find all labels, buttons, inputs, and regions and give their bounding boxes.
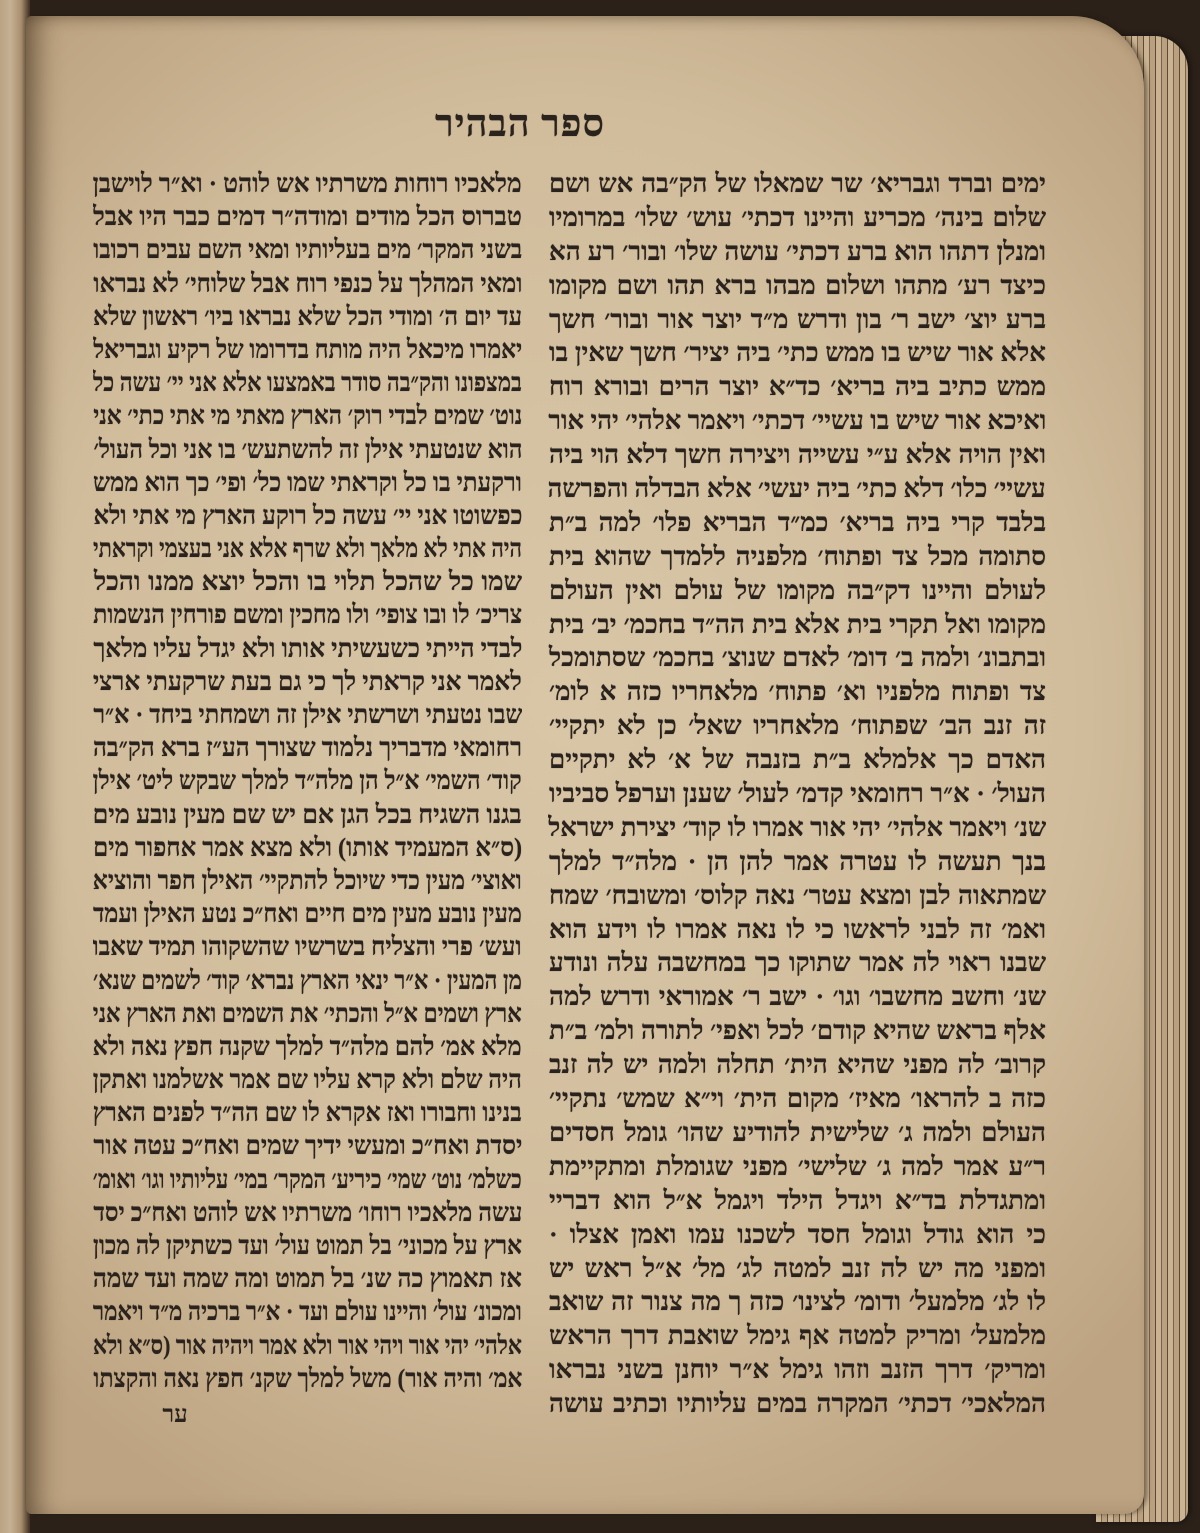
text-line [93, 565, 522, 598]
text-line [548, 608, 1046, 642]
text-line-content: לאמר אני קראתי לך כי גם בעת שרקעתי ארצי [93, 666, 522, 696]
text-line-content: נוט׳ שמים לבדי רוק׳ הארץ מאתי מי אתי כתי׳ אני [93, 401, 522, 431]
text-line-content: ממש כתיב ביה בריא׳ כד״א יוצר הרים ובורא רוח [549, 372, 1046, 402]
text-line-content: אלף בראש שהיא קודם׳ לכל ואפי׳ לתורה ולמ׳ ב״ת [549, 1016, 1046, 1046]
text-line-content: לעולם והיינו דק״בה מקומו של עולם ואין העולם [549, 575, 1046, 605]
text-line-content: מלאכיו רוחות משרתיו אש לוהט · וא״ר לוישבן [93, 169, 522, 198]
text-line [93, 267, 522, 300]
text-line-content: העולם ולמה ג׳ שלישית להודיע שהו׳ גומל חסדים [549, 1117, 1046, 1147]
text-line-content: כיצד רע׳ מתהו ושלום מבהו ברא תהו ושם מקומו [549, 270, 1046, 300]
text-line-content: כזה ב להראו׳ מאיז׳ מקום הית׳ וי״א שמש׳ נתקיי׳ [549, 1084, 1046, 1114]
text-line-content: קוד׳ השמי׳ א״ל הן מלה״ד למלך שבקש ליט׳ אילן [93, 766, 522, 796]
text-line-content: בנינו וחבורו ואז אקרא לו שם הה״ד לפנים הארץ [93, 1098, 522, 1128]
text-line-content: ר״ע אמר למה ג׳ שלישי׳ מפני שגומלת ומתקיימת [549, 1151, 1046, 1181]
text-line [548, 743, 1046, 777]
text-line-content: עשה מלאכיו רוחו׳ משרתיו אש לוהט ואח״כ יסד [93, 1197, 522, 1227]
text-line [548, 1319, 1046, 1353]
text-line [93, 831, 522, 864]
text-line [93, 1063, 522, 1096]
text-line [93, 1295, 522, 1328]
text-line-content: מעין נובע מעין מים חיים ואח״כ נטע האילן ועמד [93, 899, 522, 929]
text-line [548, 1150, 1046, 1184]
text-line [93, 632, 522, 665]
text-line [548, 1184, 1046, 1218]
text-line-content: קרוב׳ לה מפני שהיא הית׳ תחלה ולמה יש לה זנב [549, 1050, 1046, 1080]
text-line [93, 167, 522, 200]
text-line [548, 1048, 1046, 1082]
text-line [548, 946, 1046, 980]
text-line [548, 574, 1046, 608]
text-line-content: שלום בינה׳ מכריע והיינו דכתי׳ עוש׳ שלו׳ במרומיו [549, 202, 1046, 232]
text-line-content: שבנו ראוי לה אמר שתוקו כך במחשבה עלה ונודע [549, 948, 1046, 978]
column-right [548, 167, 1046, 1421]
text-line-content: במצפונו והק״בה סודר באמצעו אלא אני יי׳ עשה כל [93, 368, 522, 398]
text-line [548, 1252, 1046, 1286]
text-line-content: ימים וברד וגבריא׳ שר שמאלו של הק״בה אש ושם [549, 169, 1046, 198]
text-line-content: מלא אמ׳ להם מלה״ד למלך שקנה חפץ נאה ולא [93, 1031, 522, 1061]
text-line-content: היה שלם ולא קרא עליו שם אמר אשלמנו ואתקן [93, 1065, 522, 1095]
text-line [93, 466, 522, 499]
text-line-content: לו לג׳ מלמעל׳ ודומ׳ לצינו׳ כזה ך מה צנור זה שואב [549, 1287, 1046, 1317]
text-line-content: טברוס הכל מודים ומודה״ר דמים כבר היו אבל [93, 202, 522, 232]
text-line [548, 913, 1046, 947]
text-line-content: ומתגדלת בד״א ויגדל הילד ויגמל א״ל הוא דבריי [549, 1185, 1046, 1215]
text-line [548, 540, 1046, 574]
text-line-content: רחומאי מדבריך נלמוד שצורך הע״ז ברא הק״בה [93, 733, 522, 763]
text-line-content: ועש׳ פרי והצליח בשרשיו שהשקוהו תמיד שאבו [93, 932, 522, 962]
text-line [548, 336, 1046, 370]
text-line-content: ורקעתי בו כל וקראתי שמו כל׳ ופי׳ כך הוא ממש [93, 467, 522, 497]
text-line-content: המלאכי׳ דכתי׳ המקרה במים עליותיו וכתיב עושה [549, 1389, 1046, 1419]
text-line [548, 675, 1046, 709]
text-line [93, 798, 522, 831]
text-line [93, 399, 522, 432]
text-line [548, 167, 1046, 201]
text-line-content: ומריק׳ דרך הזנב וזהו גימל א״ר יוחנן בשני נבראו [549, 1355, 1046, 1385]
text-line-content: ואמ׳ זה לבני לראשו כי לו נאה אמרו לו וידע הוא [549, 914, 1046, 944]
text-line [93, 1129, 522, 1162]
text-line [548, 1218, 1046, 1252]
text-line-content: שנ׳ וחשב מחשבו׳ וגו׳ · ישב ר׳ אמוראי ודרש למה [549, 982, 1046, 1012]
text-line [93, 665, 522, 698]
running-head: ספר הבהיר [434, 103, 606, 145]
text-line-content: (ס״א המעמיד אותו) ולא מצא אמר אחפור מים [93, 832, 522, 862]
text-line-content: אמ׳ והיה אור) משל למלך שקנ׳ חפץ נאה והקצתו [93, 1363, 522, 1393]
text-line-content: האדם כך אלמלא ב״ת בזנבה של א׳ לא יתקיים [549, 745, 1046, 775]
text-line-content: בנך תעשה לו עטרה אמר להן הן · מלה״ד למלך [549, 846, 1046, 876]
text-line-content: שמו כל שהכל תלוי בו והכל יוצא ממנו והכל [94, 567, 522, 597]
text-line [93, 1262, 522, 1295]
text-line [548, 709, 1046, 743]
text-line [93, 300, 522, 333]
text-line-content: אלהי׳ יהי אור ויהי אור ולא אמר ויהיה אור (ס״א ולא [93, 1330, 522, 1360]
text-line-content: כשלמ׳ נוט׳ שמי׳ כיריע׳ המקר׳ במי׳ עליותיו וגו׳ ואומ׳ [93, 1164, 522, 1194]
text-line [93, 233, 522, 266]
text-line-content: עד יום ה׳ ומודי הכל שלא נבראו ביו׳ ראשון שלא [93, 301, 522, 331]
text-line-content: כי הוא גודל וגומל חסד לשכנו עמו ואמן אצלו · [549, 1219, 1046, 1249]
text-line [93, 532, 522, 565]
text-line [548, 269, 1046, 303]
text-line [548, 201, 1046, 235]
text-line-content: סתומה מכל צד ופתוח׳ מלפניה ללמדך שהוא בית [549, 541, 1046, 571]
text-line [93, 433, 522, 466]
text-line-content: מן המעין · א״ר ינאי הארץ נברא׳ קוד׳ לשמים שנא׳ [93, 965, 522, 995]
text-line [93, 1329, 522, 1362]
text-line [93, 731, 522, 764]
text-line-content: שמתאוה לבן ומצא עטר׳ נאה קלוס׳ ומשובח׳ שמח [549, 880, 1046, 910]
text-line-content: שבו נטעתי ושרשתי אילן זה ושמחתי ביחד · א״ר [93, 700, 522, 729]
text-line [93, 930, 522, 963]
text-line-content: ואין הויה אלא ע״י עשייה ויצירה חשך דלא הוי ביה [549, 440, 1046, 470]
text-line-content: כפשוטו אני יי׳ עשה כל רוקע הארץ מי אתי ולא [93, 500, 522, 530]
text-line-content: היה אתי לא מלאך ולא שרף אלא אני בעצמי וקראתי [93, 534, 522, 564]
text-line [548, 811, 1046, 845]
text-line [548, 777, 1046, 811]
text-line [548, 1082, 1046, 1116]
text-line-content: יאמרו מיכאל היה מותח בדרומו של רקיע וגבריאל [93, 334, 522, 364]
text-line [548, 1387, 1046, 1421]
text-line-content: בשני המקר׳ מים בעליותיו ומאי השם עבים רכובו [93, 235, 522, 265]
text-line-content: ומכונ׳ עול׳ והיינו עולם ועד · א״ר ברכיה מ״ד ויאמר [93, 1297, 522, 1327]
text-line [548, 641, 1046, 675]
text-line-content: מלמעל׳ ומריק למטה אף גימל שואבת דרך הראש [549, 1321, 1046, 1351]
catchword: ער [162, 1402, 188, 1428]
text-line-content: ובתבונ׳ ולמה ב׳ דומ׳ לאדם שנוצ׳ בחכמ׳ שסתומכל [549, 643, 1046, 673]
text-line [93, 897, 522, 930]
text-line [93, 333, 522, 366]
text-line-content: בגנו השגיח בכל הגן אם יש שם מעין נובע מים [93, 799, 522, 829]
text-line-content: הוא שנטעתי אילן זה להשתעש׳ בו אני וכל העול׳ [93, 434, 522, 464]
text-line [93, 1196, 522, 1229]
text-line [93, 200, 522, 233]
text-line [93, 1229, 522, 1262]
text-line-content: ואיכא אור שיש בו עשיי׳ דכתי׳ ויאמר אלהי׳ יהי אור [548, 406, 1046, 436]
text-line-content: ומפני מה יש לה זנב למטה לג׳ מל׳ א״ל ראש יש [549, 1253, 1046, 1283]
text-line [93, 598, 522, 631]
text-line [548, 370, 1046, 404]
text-line-content: עשיי׳ כלו׳ דלא כתי׳ ביה יעשי׳ אלא הבדלה והפרשה [548, 474, 1046, 504]
text-line-content: ארץ ושמים א״ל והכתי׳ את השמים ואת הארץ אני [93, 998, 522, 1028]
text-line [548, 1353, 1046, 1387]
text-line [548, 980, 1046, 1014]
text-line [548, 303, 1046, 337]
text-line [548, 404, 1046, 438]
text-line-content: ומנלן דתהו הוא ברע דכתי׳ עושה שלו׳ ובור׳ רע הא [549, 236, 1046, 266]
text-line [548, 472, 1046, 506]
text-line-content: צריכ׳ לו ובו צופי׳ ולו מחכין ומשם פורחין הנשמות [93, 600, 522, 630]
text-line-content: העול׳ · א״ר רחומאי קדמ׳ לעול׳ שענן וערפל סביביו [549, 779, 1046, 809]
text-line-content: זה זנב הב׳ שפתוח׳ מלאחריו שאל׳ כן לא יתקיי׳ [549, 711, 1046, 741]
text-line-content: אז תאמוץ כה שנ׳ בל תמוט ומה שמה ועד שמה [93, 1264, 522, 1294]
text-line [548, 1014, 1046, 1048]
text-line [93, 1030, 522, 1063]
text-line [93, 997, 522, 1030]
text-line [548, 506, 1046, 540]
text-line-content: מקומו ואל תקרי בית אלא בית הה״ד בחכמ׳ יב׳ בית [549, 609, 1046, 639]
text-line [548, 1285, 1046, 1319]
text-line [93, 698, 522, 731]
text-line [548, 438, 1046, 472]
text-line [548, 235, 1046, 269]
text-line [93, 764, 522, 797]
text-line [93, 864, 522, 897]
text-line [93, 1163, 522, 1196]
text-line [93, 366, 522, 399]
text-line-content: יסדת ואח״כ ומעשי ידיך שמים ואח״כ עטה אור [93, 1131, 522, 1161]
text-line-content: בלבד קרי ביה בריא׳ כמ״ד הבריא פלו׳ למה ב״ת [549, 507, 1046, 537]
text-line-content: צד ופתוח מלפניו וא׳ פתוח׳ מלאחריו כזה א לומ׳ [549, 677, 1046, 707]
text-line-content: ואוצי׳ מעין כדי שיוכל להתקיי׳ האילן חפר והוציא [93, 865, 522, 895]
text-line-content: אלא אור שיש בו ממש כתי׳ ביה יציר׳ חשך שאין בו [549, 338, 1046, 368]
text-line-content: ברע יוצ׳ ישב ר׳ בון ודרש מ״ד יוצר אור ובור׳ חשך [549, 304, 1046, 334]
text-line-content: שנ׳ ויאמר אלהי׳ יהי אור אמרו לו קוד׳ יצירת ישראל [548, 812, 1046, 842]
text-line [93, 964, 522, 997]
text-line-content: לבדי הייתי כשעשיתי אותו ולא יגדל עליו מלאך [93, 633, 522, 663]
text-line [548, 845, 1046, 879]
text-line [93, 499, 522, 532]
text-line-content: ומאי המהלך על כנפי רוח אבל שלוחי׳ לא נבראו [93, 268, 522, 298]
column-left [93, 167, 522, 1395]
text-line [548, 879, 1046, 913]
text-line [93, 1362, 522, 1395]
text-line-content: ארץ על מכוני׳ בל תמוט עול׳ ועד כשתיקן לה מכון [93, 1231, 522, 1260]
text-line [548, 1116, 1046, 1150]
text-line [93, 1096, 522, 1129]
